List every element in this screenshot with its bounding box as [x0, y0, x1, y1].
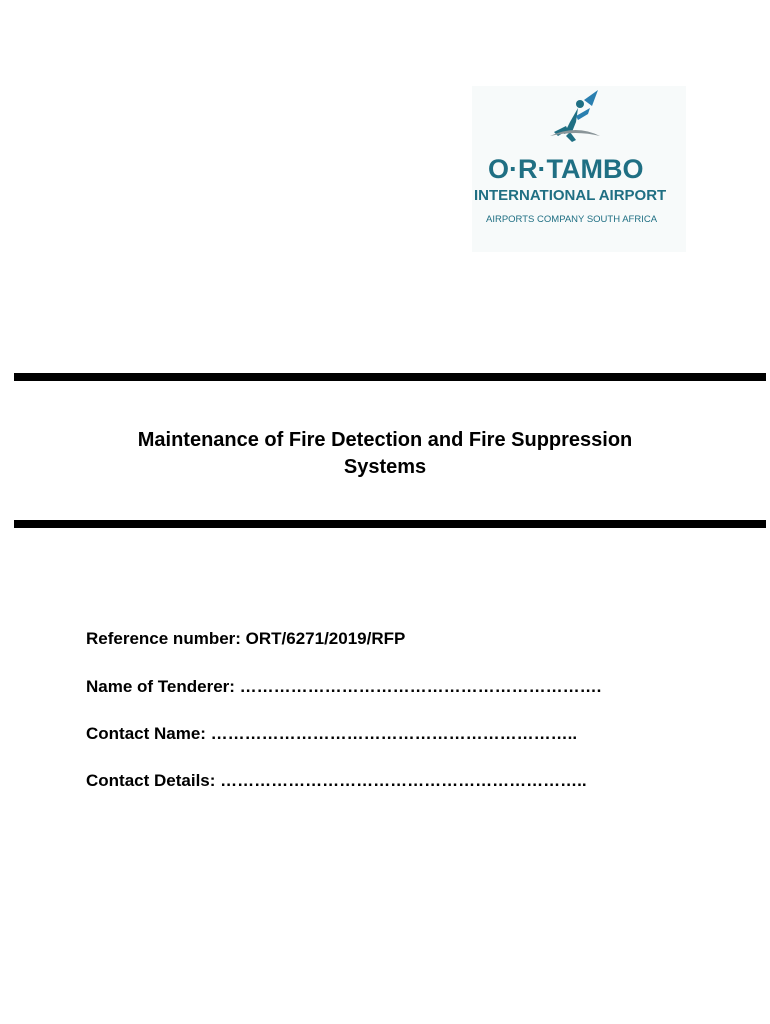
- tenderer-name-field: Name of Tenderer: ……………………………………………………….: [86, 677, 602, 696]
- title-line-1: Maintenance of Fire Detection and Fire Suppression: [137, 429, 633, 451]
- document-title: [60, 427, 710, 481]
- contact-details-field: Contact Details: ………………………………………………………..: [86, 771, 587, 790]
- figure-icon: [550, 90, 600, 142]
- reference-number: Reference number: ORT/6271/2019/RFP: [86, 629, 406, 648]
- contact-name-field: Contact Name: ………………………………………………………..: [86, 724, 578, 743]
- logo-graphic: [472, 86, 686, 252]
- bottom-divider: [14, 520, 766, 528]
- logo-line-3: AIRPORTS COMPANY SOUTH AFRICA: [486, 214, 658, 225]
- logo-line-1: O·R·TAMBO: [488, 154, 644, 184]
- top-divider: [14, 373, 766, 381]
- title-line-2: Systems: [343, 456, 427, 478]
- airport-logo: [472, 86, 686, 252]
- logo-line-2: INTERNATIONAL AIRPORT: [474, 187, 667, 204]
